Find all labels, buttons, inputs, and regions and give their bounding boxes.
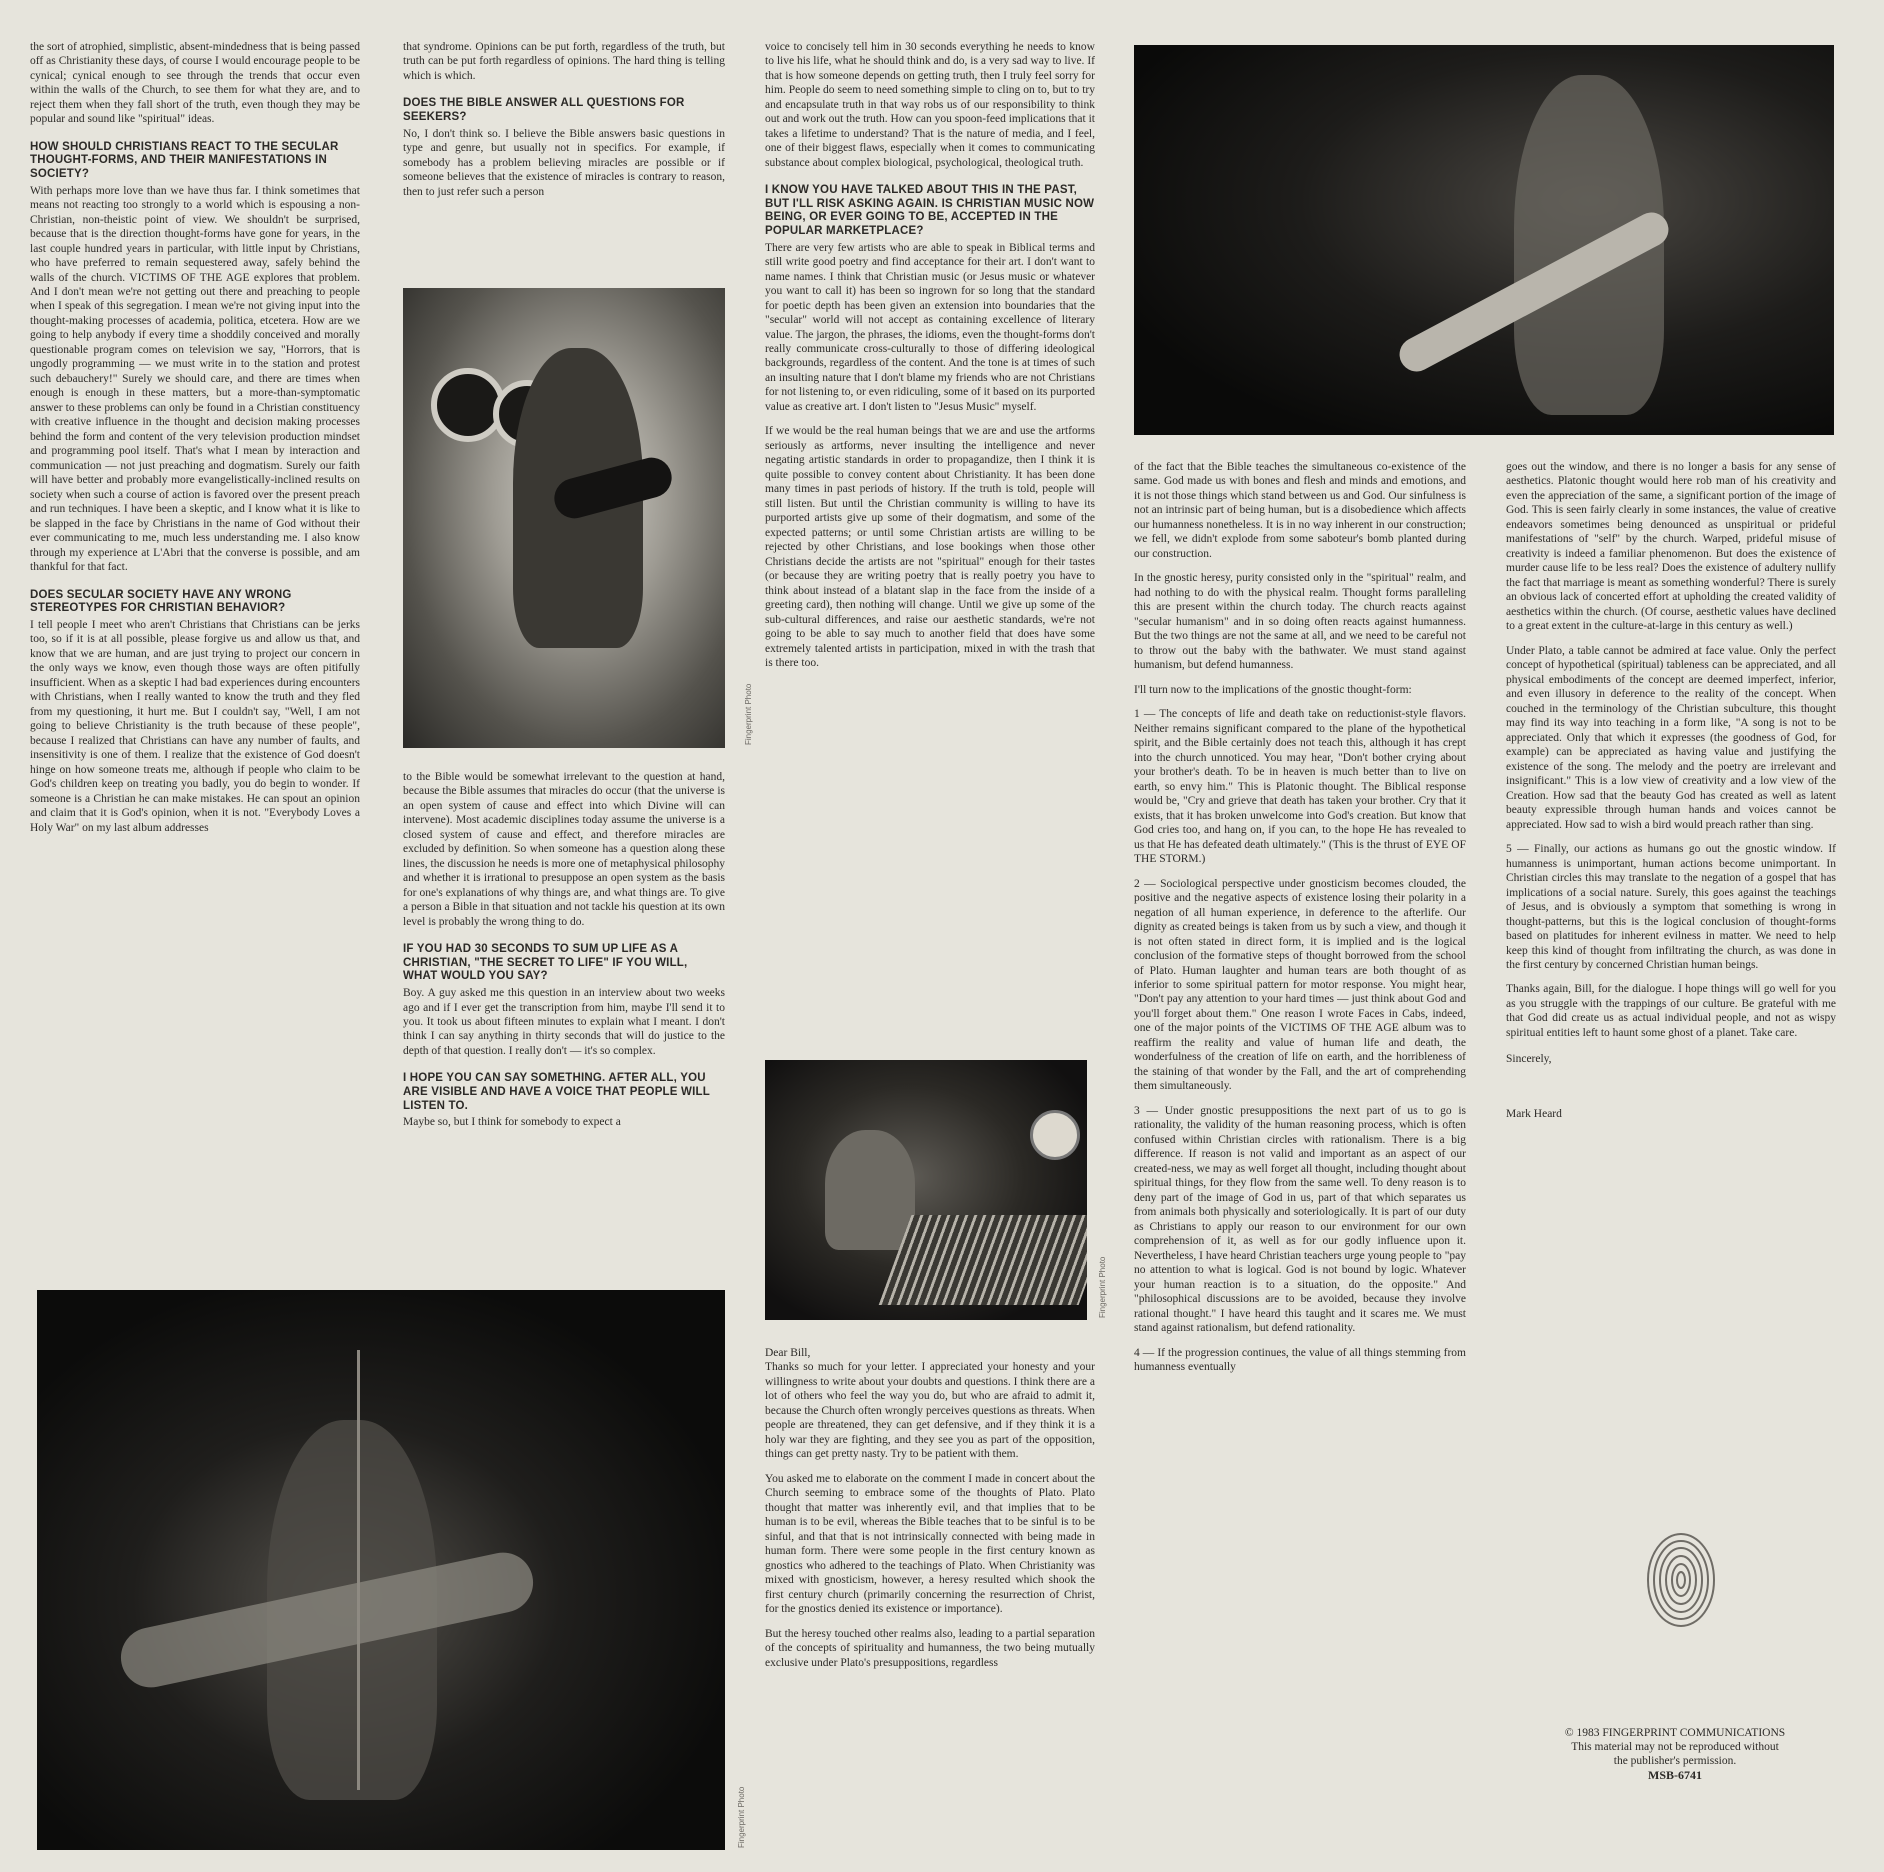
paragraph: In the gnostic heresy, purity consisted only in the "spiritual" realm, and had nothing to do with the physical realm. Thought forms paralleling this are present within the church today. The church reacts against "secular humanism" and in so doing often reacts against humanness. But the two things are not the same at all, and we need to be careful not to throw out the baby with the bathwater. We must stand against humanism, but defend humanness.: [1134, 572, 1466, 672]
paragraph: Maybe so, but I think for somebody to expect a: [403, 1116, 621, 1129]
paragraph: I tell people I meet who aren't Christians that Christians can be jerks too, so if it is at all possible, please forgive us and allow us that, and know that we are human, and are just trying to project our concern in the only ways we know, even though those ways are often pitifully insufficient. When as a skeptic I had bad experiences during encounters with Christians, when I really wanted to know the truth and they fled from my questioning, it hurt me. But I couldn't say, "Well, I am not going to believe Christianity is the truth because of these people", because I realized that Christians can have any number of faults, and insensitivity is one of them. I realize that the existence of God doesn't hinge on how someone treats me, although if people who claim to be God's children keep on treating you badly, you do begin to wonder. If someone is a Christian he can make mistakes. He can spout an opinion and claim that it is God's opinion, when it is not. "Everybody Loves a Holy War" on my last album addresses: [30, 618, 360, 834]
musician-silhouette: [825, 1130, 915, 1250]
concert-guitarist-photo: [1134, 45, 1834, 435]
paragraph: that syndrome. Opinions can be put forth, regardless of the truth, but truth can be put forth regardless of opinions. The hard thing is telling which is which.: [403, 41, 725, 82]
text-column-2-bottom: [403, 770, 725, 1260]
console-shape: [879, 1215, 1087, 1305]
copyright-line: © 1983 FINGERPRINT COMMUNICATIONS: [1564, 1727, 1786, 1739]
text-column-3-bottom: [765, 1346, 1095, 1846]
text-column-2-top: [403, 40, 725, 255]
tape-reel-shape: [1030, 1110, 1080, 1160]
paragraph: No, I don't think so. I believe the Bible answers basic questions in type and genre, but usually not in specifics. For example, if somebody has a problem believing miracles are possible or if someone believes that the existence of miracles is contrary to reason, then to just refer such a person: [403, 127, 725, 198]
copyright-line: the publisher's permission.: [1613, 1754, 1737, 1767]
paragraph: There are very few artists who are able to speak in Biblical terms and still write good poetry and find acceptance for their art. I don't want to name names. I think that Christian music (or Jesus music or whatever you want to call it) has been so ingrown for so long that the standard for poetic depth has been given an extension into boundaries that the "secular" world will not accept as containing excellence of literary value. The jargon, the phrases, the idioms, even the thought-forms don't really communicate cross-culturally to those of differing ideological backgrounds, regardless of the content. And the tone is at times of such an insulting nature that I don't blame my friends who are not Christians for not listening to, or even ridiculing, some of it based on its purported value as creative art. I don't listen to "Jesus Music" myself.: [765, 241, 1095, 413]
paragraph: 5 — Finally, our actions as humans go out the gnostic window. If humanness is unimportant, human actions become unimportant. In Christian circles this may translate to the negation of a gospel that has implications of a social nature. Surely, this goes against the teachings of Jesus, and is obviously a symptom that something is wrong in thought-patterns, but this is the logical conclusion of thought-forms based on platitudes for inherent evilness in matter. We need to help keep this kind of thought from infiltrating the church, as was done in the first century by concerned Christian human beings.: [1506, 843, 1836, 971]
copyright-line: This material may not be reproduced without: [1571, 1740, 1779, 1753]
question-heading: HOW SHOULD CHRISTIANS REACT TO THE SECULAR THOUGHT-FORMS, AND THEIR MANIFESTATIONS IN SOCIETY?: [30, 140, 339, 181]
question-heading: IF YOU HAD 30 SECONDS TO SUM UP LIFE AS A CHRISTIAN, "THE SECRET TO LIFE" IF YOU WILL, WHAT WOULD YOU SAY?: [403, 943, 688, 983]
mixing-console-photo: [765, 1060, 1087, 1320]
question-heading: DOES SECULAR SOCIETY HAVE ANY WRONG STEREOTYPES FOR CHRISTIAN BEHAVIOR?: [30, 588, 292, 615]
paragraph: Boy. A guy asked me this question in an interview about two weeks ago and if I ever get the transcription from him, maybe I'll send it to you. It took us about fifteen minutes to explain what I meant. I don't think I can say anything in thirty seconds that will do justice to the depth of that question. I really don't — it's so complex.: [403, 987, 725, 1057]
studio-guitarist-photo: [403, 288, 725, 748]
paragraph: 1 — The concepts of life and death take on reductionist-style flavors. Neither remains significant compared to the plane of the hypothetical spirit, and the Bible certainly does not teach this, although it has crept into the church unnoticed. You may hear, "Don't bother crying about your brother's death. To be in heaven is much better than to live on earth, so envy him." This is Platonic thought. The Biblical response would be, "Cry and grieve that death has taken your brother. Cry that it exists, that it has broken unwelcome into God's creation. But know that God cries too, and hang on, if you can, to the hope He has revealed to us that He has defeated death ultimately." (This is the thrust of EYE OF THE STORM.): [1134, 708, 1466, 866]
closing: Sincerely,: [1506, 1053, 1552, 1066]
paragraph: 4 — If the progression continues, the value of all things stemming from humanness eventually: [1134, 1346, 1466, 1374]
photo-credit: Fingerprint Photo: [737, 1786, 746, 1848]
fingerprint-icon: [1645, 1530, 1717, 1630]
paragraph: If we would be the real human beings that we are and use the artforms seriously as artforms, never insulting the intelligence and never negating artistic standards in order to propagandize, then I think it is quite possible to convey content about Christianity. It has been done many times in past periods of history. If the truth is told, people will still listen. But until the Christian community is willing to have its purported artists give up some of their dogmatism, and some of the expected patterns; or until some Christian artists are willing to be rejected by other Christians, and lose bookings when those other Christians decide the artists are not "spiritual" enough for their tastes (or because they are writing poetry that is really poetry you have to think about instead of a blatant slap in the face from the inside of a greeting card), then nothing will change. Until we give up some of the sub-cultural differences, and raise our aesthetic standards, we're not going to be able to say much to another field that does have some extremely talented artists in participation, mixed in with the trash that is there too.: [765, 425, 1095, 670]
paragraph: With perhaps more love than we have thus far. I think sometimes that means not reacting too strongly to a world which is espousing a non-Christian, non-theistic point of view. We shouldn't be surprised, because that is the direction thought-forms have gone for years, in the last couple hundred years in particular, with little input by Christians, who have preferred to remain sequestered away, safely behind the walls of the church. VICTIMS OF THE AGE explores that problem. And I don't mean we're not getting out there and preaching to people when I speak of this segregation. I mean we're not giving input into the thought-making processes of academia, politica, etcetera. How are we going to help anybody if every time a shoddily conceived and morally questionable program comes on television we say, "Horrors, that is ungodly programming — we must write in to the station and protest such debauchery!" Surely we should care, and there are times when enough is enough in these matters, but a more-than-symptomatic answer to these problems can only be found in a Christian constituency with creative influence in the thought and decision making processes behind the form and content of the very television production mindset and programming pool itself. That's what I mean by interaction and communication — not just preaching and dogmatism. Surely our faith will have better and probably more evangelistically-inclined results on society when such a course of action is favored over the present preach and run techniques. I have been a skeptic, and I know what it is like to be slapped in the face by Christians in the name of God without their ever communicating to me, much less understanding me. I also know through my experience at L'Abri that the converse is possible, and am thankful for that fact.: [30, 184, 360, 574]
paragraph: voice to concisely tell him in 30 seconds everything he needs to know to live his life, what he should think and do, is a very sad way to live. If that is how someone depends on getting truth, then I truly feel sorry for him. People do seem to need something simple to cling on to, but to try and encapsulate truth in that way robs us of our responsibility to think out and work out the truth. How can you spoon-feed implications that it takes a lifetime to understand? That is the nature of media, and I feel, one of their biggest flaws, especially when it comes to communicating substance about complex biological, psychological, theological truth.: [765, 41, 1095, 169]
paragraph: 2 — Sociological perspective under gnosticism becomes clouded, the positive and the negative aspects of existence losing their polarity in a negation of all human experience, in deference to the afterlife. Our dignity as created beings is taken from us by such a view, and though it is not often stated in direct form, it is implied and is the logical conclusion of the formative steps of thought borrowed from the school of Plato. Human laughter and human tears are both thought of as inferior to some spiritual pattern for motor response. You might hear, "Don't pay any attention to your hard times — just think about God and you'll forget about them." One reason I wrote Faces in Cabs, indeed, one of the major points of the VICTIMS OF THE AGE album was to reaffirm the reality and value of human life and death, the wonderfulness of the creation of life on earth, and the horribleness of the staining of that wonder by the Fall, and the art of comprehending them simultaneously.: [1134, 877, 1466, 1093]
paragraph: of the fact that the Bible teaches the simultaneous co-existence of the same. God made us with bones and flesh and minds and emotions, and it is not those things which stand between us and God. Our sinfulness is not an intrinsic part of being human, but is a disobedience which affects our humanness nonetheless. It is in no way inherent in our construction; we fell, we didn't explode from some saboteur's bomb planted during our construction.: [1134, 461, 1466, 560]
paragraph: But the heresy touched other realms also, leading to a partial separation of the concepts of spirituality and humanness, the two being mutually exclusive under Plato's presuppositions, regardless: [765, 1627, 1095, 1669]
paragraph: Thanks so much for your letter. I appreciated your honesty and your willingness to write about your doubts and questions. I think there are a lot of others who feel the way you do, but who are afraid to admit it, because the Church often wrongly perceives questions as threats. When people are threatened, they can get defensive, and if they think it is a holy war they are fighting, and they see you as part of the opposition, things can get pretty nasty. Try to be patient with them.: [765, 1361, 1095, 1461]
question-heading: DOES THE BIBLE ANSWER ALL QUESTIONS FOR SEEKERS?: [403, 97, 685, 124]
text-column-4: [1134, 460, 1466, 1855]
question-heading: I KNOW YOU HAVE TALKED ABOUT THIS IN THE PAST, BUT I'LL RISK ASKING AGAIN. IS CHRISTIAN MUSIC NOW BEING, OR EVER GOING TO BE, ACCEPTED IN THE POPULAR MARKETPLACE?: [765, 184, 1095, 238]
paragraph: 3 — Under gnostic presuppositions the next part of us to go is rationality, the validity of the human reasoning process, which is often confused within Christian circles with rationalism. There is a big difference. If reason is not valid and important as an aspect of our created-ness, we may as well forget all thought, including thought about spiritual things, for they flow from the same well. To deny reason is to deny part of the image of God in us, part of that which separates us from animals both physically and soteriologically. It is part of our duty as Christians to apply our reason to our environment for our own comprehension of it, as well as for our godly influence upon it. Nevertheless, I have heard Christian teachers urge young people to "pay no attention to what is logical. God is not bound by logic. Whatever your human reaction is to a situation, do the opposite." And "philosophical discussions are to be avoided, because they involve rational thought." I have heard this taught and it scares me. We must stand against rationalism, but defend rationality.: [1134, 1104, 1466, 1335]
paragraph: goes out the window, and there is no longer a basis for any sense of aesthetics. Platonic thought would here rob man of his creativity and even the appreciation of the same, a significant portion of the image of God. This is seen fairly clearly in some instances, the value of creative endeavors sometimes being denounced as unspiritual or prideful manifestations of "self" by the church. Warped, prideful misuse of creativity is indeed a familiar phenomenon. But does the existence of murder cause life to be less real? Does the existence of adultery nullify the fact that marriage is meant as something wonderful? There is surely an obvious lack of concerted effort at upholding the created validity of aesthetics within the church. (Of course, aesthetic values have declined to a great extent in the culture-at-large in this century as well.): [1506, 461, 1836, 633]
microphone-stand: [357, 1350, 360, 1790]
paragraph: the sort of atrophied, simplistic, absent-mindedness that is being passed off as Christianity these days, of course I would encourage people to be cynical; cynical enough to see through the trends that occur even within the walls of the Church, to see them for what they are, and to reject them when they fall short of the truth, even though they may be popular and sound like "spiritual" ideas.: [30, 41, 360, 126]
copyright-notice: [1515, 1727, 1835, 1783]
text-column-3-top: [765, 40, 1095, 1040]
paragraph: to the Bible would be somewhat irrelevant to the question at hand, because the Bible assumes that miracles do occur (that the universe is an open system of cause and effect into which Divine will can intervene). Most academic disciplines today assume the universe is a closed system of cause and effect, and therefore miracles are excluded by definition. So when someone has a question along these lines, the discussion he needs is more one of metaphysical philosophy and whether it is irrational to presuppose an open system as the basis for one's explanations of why things are, and what things are. To give a person a Bible in that situation and not tackle his question at its own level is probably the wrong thing to do.: [403, 771, 725, 928]
photo-credit: Fingerprint Photo: [744, 683, 753, 745]
paragraph: Thanks again, Bill, for the dialogue. I hope things will go well for you as you struggle with the trappings of our culture. Be grateful with me that God did create us as actual individual people, and not as wispy spiritual entities left to haunt some ghost of a planet. Take care.: [1506, 983, 1836, 1039]
signature: Mark Heard: [1506, 1107, 1562, 1120]
acoustic-guitarist-photo: [37, 1290, 725, 1850]
paragraph: You asked me to elaborate on the comment I made in concert about the Church seeming to embrace some of the thoughts of Plato. Plato thought that matter was inherently evil, and that implies that to be human is to be evil, whereas the Bible teaches that to be sinful is to be sinful, and that that is not intrinsically connected with being made in human form. There were some people in the first century known as gnostics who adhered to the teachings of Plato. When Christianity was mixed with gnosticism, however, a heresy resulted which shook the first century church (primarily concerning the resurrection of Christ, for the gnostics denied its existence or importance).: [765, 1472, 1095, 1616]
question-heading: I HOPE YOU CAN SAY SOMETHING. AFTER ALL, YOU ARE VISIBLE AND HAVE A VOICE THAT PEOPLE WILL LISTEN TO.: [403, 1072, 710, 1112]
paragraph: Under Plato, a table cannot be admired at face value. Only the perfect concept of hypothetical (spiritual) tableness can be appreciated, and all physical embodiments of the concept are deemed imperfect, inferior, and even illusory in deference to the reality of the concept. When couched in the terminology of the Christian subculture, this thought may find its way into teaching in a form like, "A song is not to be appreciated. Only that which it expresses (the goodness of God, for example) can be appreciated as having value and justifying the existence of the song. The melody and the poetry are irrelevant and insignificant." This is a low view of creativity and a low view of the Creation. How sad that the beauty God has created as well as latent beauty expressible through human hands and voices cannot be appreciated. How sad to wish a bird would preach rather than sing.: [1506, 644, 1836, 831]
fingerprint-logo: [1645, 1530, 1717, 1630]
paragraph: I'll turn now to the implications of the gnostic thought-form:: [1134, 683, 1412, 696]
salutation: Dear Bill,: [765, 1347, 811, 1359]
text-column-5: [1506, 460, 1836, 1490]
text-column-1: [30, 40, 360, 1280]
photo-credit: Fingerprint Photo: [1098, 1256, 1107, 1318]
catalog-number: MSB-6741: [1648, 1768, 1702, 1783]
